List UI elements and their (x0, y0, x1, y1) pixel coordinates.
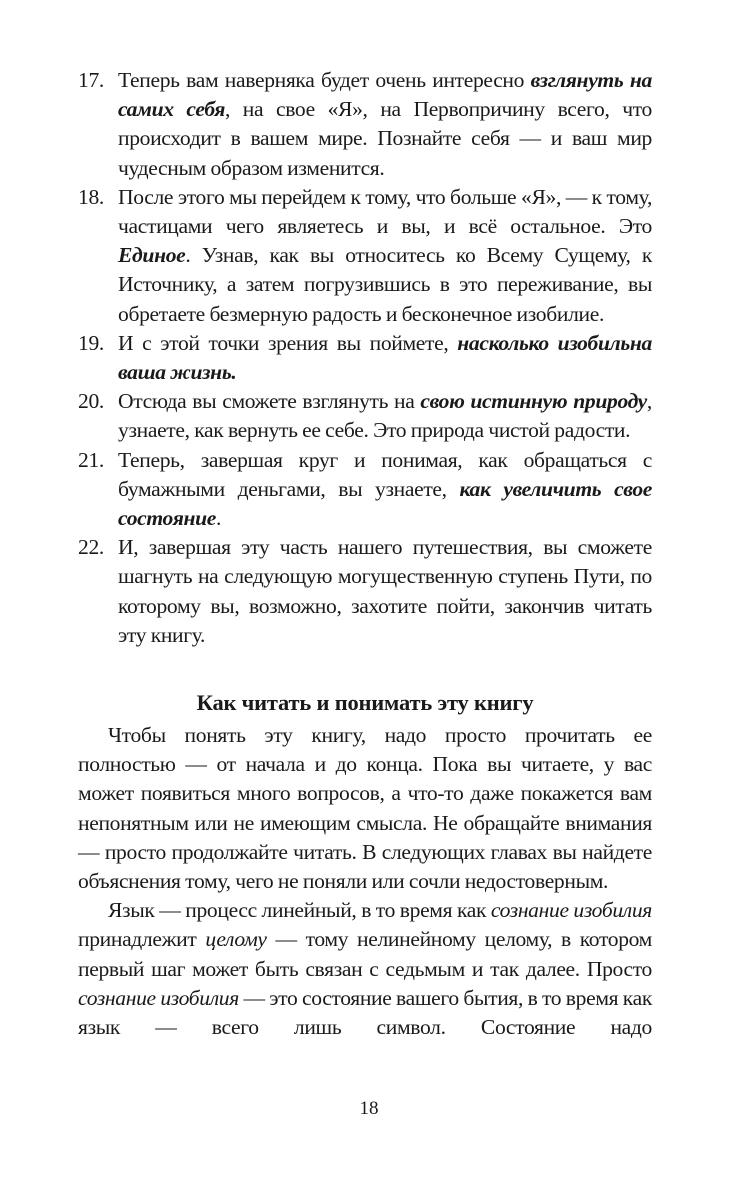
italic-text: сознание изобилия (78, 985, 239, 1010)
page-number: 18 (359, 1098, 379, 1119)
text-run: После этого мы перейдем к тому, что больше «Я», — к тому, частицами чего являетесь и вы, и всё остальное. Это (118, 184, 652, 239)
text-run: . Узнав, как вы относитесь ко Всему Сущему, к Источнику, а затем погрузившись в это переживание, вы обретаете безмерную радость и бесконечное изобилие. (118, 243, 652, 326)
list-item-number: 19. (78, 330, 104, 355)
text-run: . (216, 506, 222, 531)
list-item-number: 22. (78, 535, 104, 560)
body-paragraph (78, 721, 652, 896)
italic-text: сознание изобилия (490, 898, 652, 923)
text-run: Теперь, завершая круг и понимая, как обращаться с бумажными деньгами, вы узнаете, (118, 447, 652, 501)
text-run: И, завершая эту часть нашего путешествия, вы сможете шагнуть на следующую могущественную ступень Пути, по которому вы, возможно, захотите пойти, закончив читать эту книгу. (118, 535, 652, 647)
list-item-number: 20. (78, 389, 104, 414)
list-item (78, 329, 652, 387)
emphasis-text: насколько изобильна ваша жизнь. (118, 330, 652, 385)
body-paragraph (78, 896, 652, 1042)
list-item-number: 21. (78, 447, 104, 472)
list-item (78, 183, 652, 329)
section-heading: Как читать и понимать эту книгу (196, 690, 534, 716)
list-item-text (118, 389, 652, 442)
list-item (78, 533, 652, 650)
list-item (78, 387, 652, 445)
text-run: Язык — процесс линейный, в то время как (108, 898, 491, 923)
text-run: Отсюда вы сможете взглянуть на (118, 389, 421, 414)
list-item-text (118, 535, 652, 647)
list-item-number: 17. (78, 68, 104, 92)
text-run: — тому нелинейному целому, в котором первый шаг может быть связан с седьмым и так далее. Просто (78, 927, 652, 981)
emphasis-text: как увеличить свое состояние (118, 476, 652, 531)
text-run: , на свое «Я», на Первопричину всего, что происходит в вашем мире. Познайте себя — и ваш мир чудесным образом изменится. (118, 97, 652, 180)
list-item-text (118, 68, 652, 180)
text-run: принадлежит (78, 927, 206, 952)
emphasis-text: Единое (118, 243, 186, 268)
book-page (78, 66, 652, 1042)
emphasis-text: свою истинную природу (420, 389, 647, 414)
text-run: И с этой точки зрения вы поймете, (118, 330, 458, 355)
text-run: , узнаете, как вернуть ее себе. Это природа чистой радости. (118, 389, 652, 443)
list-item-text (118, 185, 652, 326)
numbered-list (78, 66, 652, 650)
text-run: Чтобы понять эту книгу, надо просто прочитать ее полностью — от начала и до конца. Пока вы читаете, у вас может появиться много вопросов, а что-то даже покажется вам непонятным или не имеющим смысла. Не обращайте внимания — просто продолжайте читать. В следующих главах вы найдете объяснения тому, чего не поняли или сочли недостоверным. (78, 723, 652, 894)
list-item-text (118, 331, 652, 384)
italic-text: целому (205, 927, 267, 952)
list-item (78, 66, 652, 183)
list-item-number: 18. (78, 184, 104, 209)
emphasis-text: взглянуть на самих себя (118, 68, 653, 122)
list-item-text (118, 448, 652, 530)
text-run: Теперь вам наверняка будет очень интересно (118, 68, 531, 92)
list-item (78, 446, 652, 534)
text-run: — это состояние вашего бытия, в то время как язык — всего лишь символ. Состояние надо (78, 985, 652, 1040)
